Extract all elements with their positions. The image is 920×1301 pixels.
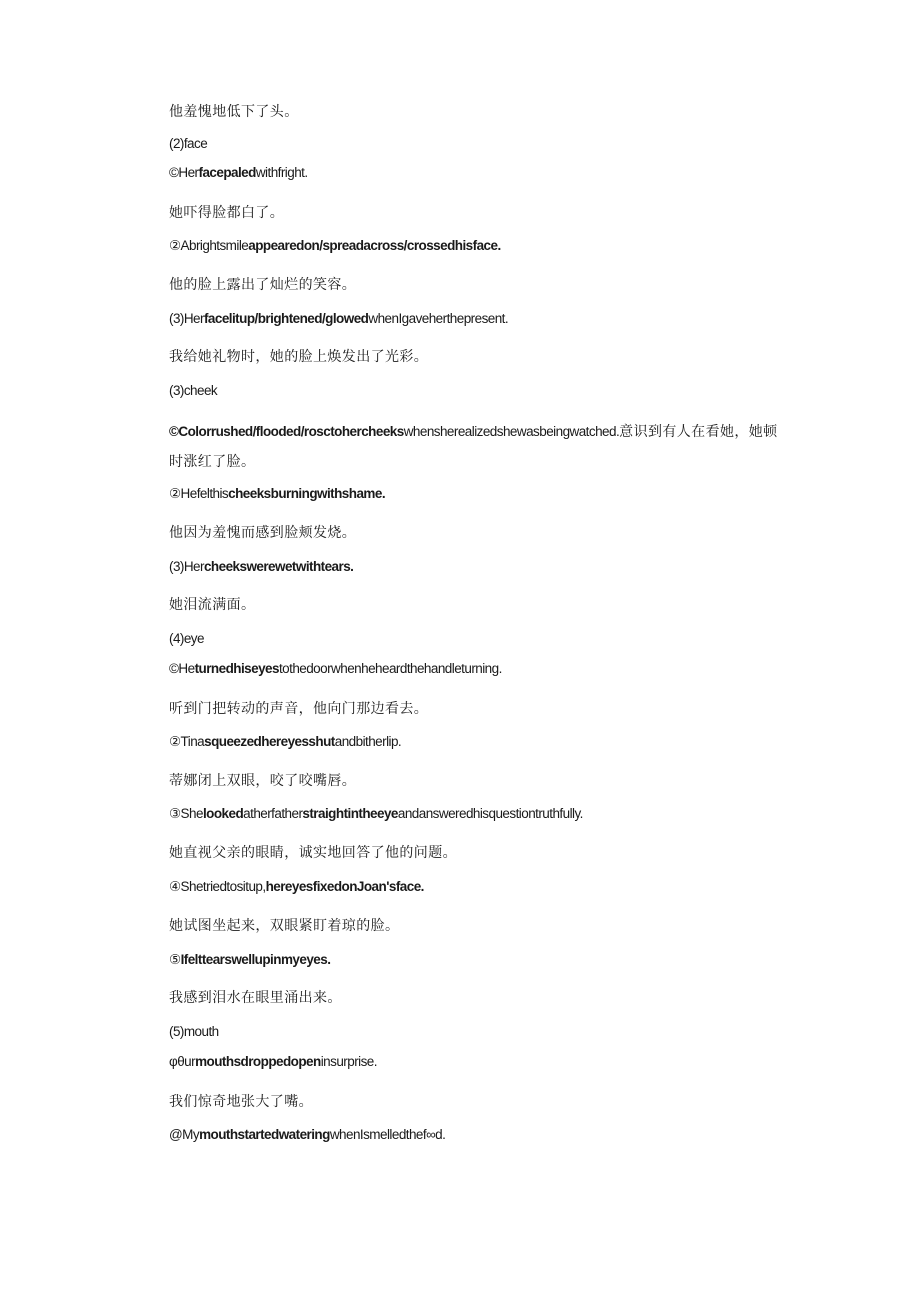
bold-phrase: cheekswerewetwithtears.	[203, 559, 354, 574]
example-sentence	[169, 660, 789, 678]
text-run: 她泪流满面。	[169, 597, 256, 613]
bold-phrase: cheeksburningwithshame.	[228, 486, 386, 501]
bold-phrase: turnedhiseyes	[194, 661, 279, 676]
text-run: (3)Her	[169, 311, 204, 326]
example-sentence	[169, 733, 789, 751]
line-translation	[169, 1093, 789, 1111]
line-translation	[169, 524, 789, 542]
bold-phrase: hereyesfixedonJoan'sface.	[265, 879, 424, 894]
text-run: (4)eye	[169, 631, 204, 646]
bold-phrase: mouthsdroppedopen	[195, 1054, 321, 1069]
example-sentence	[169, 164, 789, 182]
text-run: ②Tina	[169, 734, 205, 749]
text-run: atherfather	[243, 806, 303, 821]
text-run: andbitherlip.	[334, 734, 402, 749]
bold-phrase: facepaled	[198, 165, 256, 180]
line-translation	[169, 989, 789, 1007]
text-run: ③She	[169, 806, 203, 821]
text-run: ⑤	[169, 952, 181, 967]
line-translation	[169, 917, 789, 935]
example-sentence	[169, 878, 789, 896]
text-run: andansweredhisquestiontruthfully.	[397, 806, 583, 821]
section-heading-mouth	[169, 1023, 789, 1041]
text-run: tothedoorwhenheheardthehandleturning.	[278, 661, 502, 676]
text-run: φθur	[169, 1054, 196, 1069]
text-run: 他因为羞愧而感到脸颊发烧。	[169, 525, 357, 541]
text-run: 蒂娜闭上双眼，咬了咬嘴唇。	[169, 773, 357, 789]
bold-phrase: wellupinmyeyes.	[231, 952, 331, 967]
text-run: (2)face	[169, 136, 208, 151]
bold-phrase: appearedon/spreadacross/crossedhisface.	[248, 238, 501, 253]
text-run: 她直视父亲的眼睛，诚实地回答了他的问题。	[169, 845, 457, 861]
bold-phrase: Ifelttears	[180, 952, 232, 967]
bold-phrase: squeezedhereyesshut	[204, 734, 335, 749]
text-run: ②Abrightsmile	[169, 238, 249, 253]
bold-phrase: facelitup/brightened/glowed	[203, 311, 369, 326]
text-run: 我感到泪水在眼里涌出来。	[169, 990, 342, 1006]
text-run: ②Hefelthis	[169, 486, 229, 501]
text-run: 她试图坐起来，双眼紧盯着琼的脸。	[169, 918, 400, 934]
text-run: @My	[169, 1127, 200, 1142]
example-sentence	[169, 1126, 789, 1144]
section-heading-eye	[169, 630, 789, 648]
text-run: (5)mouth	[169, 1024, 219, 1039]
line-translation	[169, 276, 789, 294]
example-sentence	[169, 805, 789, 823]
text-run: (3)cheek	[169, 383, 218, 398]
line-translation	[169, 844, 789, 862]
text-run: (3)Her	[169, 559, 204, 574]
example-sentence-wrapped	[169, 417, 789, 477]
text-run: 他羞愧地低下了头。	[169, 104, 299, 120]
text-run: insurprise.	[320, 1054, 377, 1069]
example-sentence	[169, 1053, 789, 1071]
line-translation	[169, 103, 789, 121]
example-sentence	[169, 951, 789, 969]
bold-phrase: looked	[202, 806, 244, 821]
line-translation	[169, 348, 789, 366]
example-sentence	[169, 558, 789, 576]
line-translation	[169, 596, 789, 614]
text-run: whensherealizedshewasbeingwatched.	[403, 424, 620, 439]
section-heading-face	[169, 135, 789, 153]
text-run: 他的脸上露出了灿烂的笑容。	[169, 277, 357, 293]
text-run: withfright.	[255, 165, 308, 180]
text-run: ©He	[169, 661, 195, 676]
text-run: ④Shetriedtositup,	[169, 879, 266, 894]
text-run: ©Her	[169, 165, 199, 180]
line-translation	[169, 700, 789, 718]
example-sentence	[169, 485, 789, 503]
bold-phrase: ©Colorrushed/flooded/rosctohercheeks	[169, 424, 404, 439]
example-sentence	[169, 310, 789, 328]
bold-phrase: straightintheeye	[302, 806, 398, 821]
text-run: 她吓得脸都白了。	[169, 205, 285, 221]
example-sentence	[169, 237, 789, 255]
line-translation	[169, 772, 789, 790]
text-run: whenIsmelledthef∞d.	[329, 1127, 446, 1142]
bold-phrase: mouthstartedwatering	[199, 1127, 330, 1142]
section-heading-cheek	[169, 382, 789, 400]
text-run: 听到门把转动的声音，他向门那边看去。	[169, 701, 429, 717]
text-run: 意识到有人在看她，她顿时涨红了脸。	[169, 424, 778, 470]
text-run: 我给她礼物时，她的脸上焕发出了光彩。	[169, 349, 429, 365]
text-run: 我们惊奇地张大了嘴。	[169, 1094, 313, 1110]
text-run: whenIgaveherthepresent.	[368, 311, 509, 326]
line-translation	[169, 204, 789, 222]
